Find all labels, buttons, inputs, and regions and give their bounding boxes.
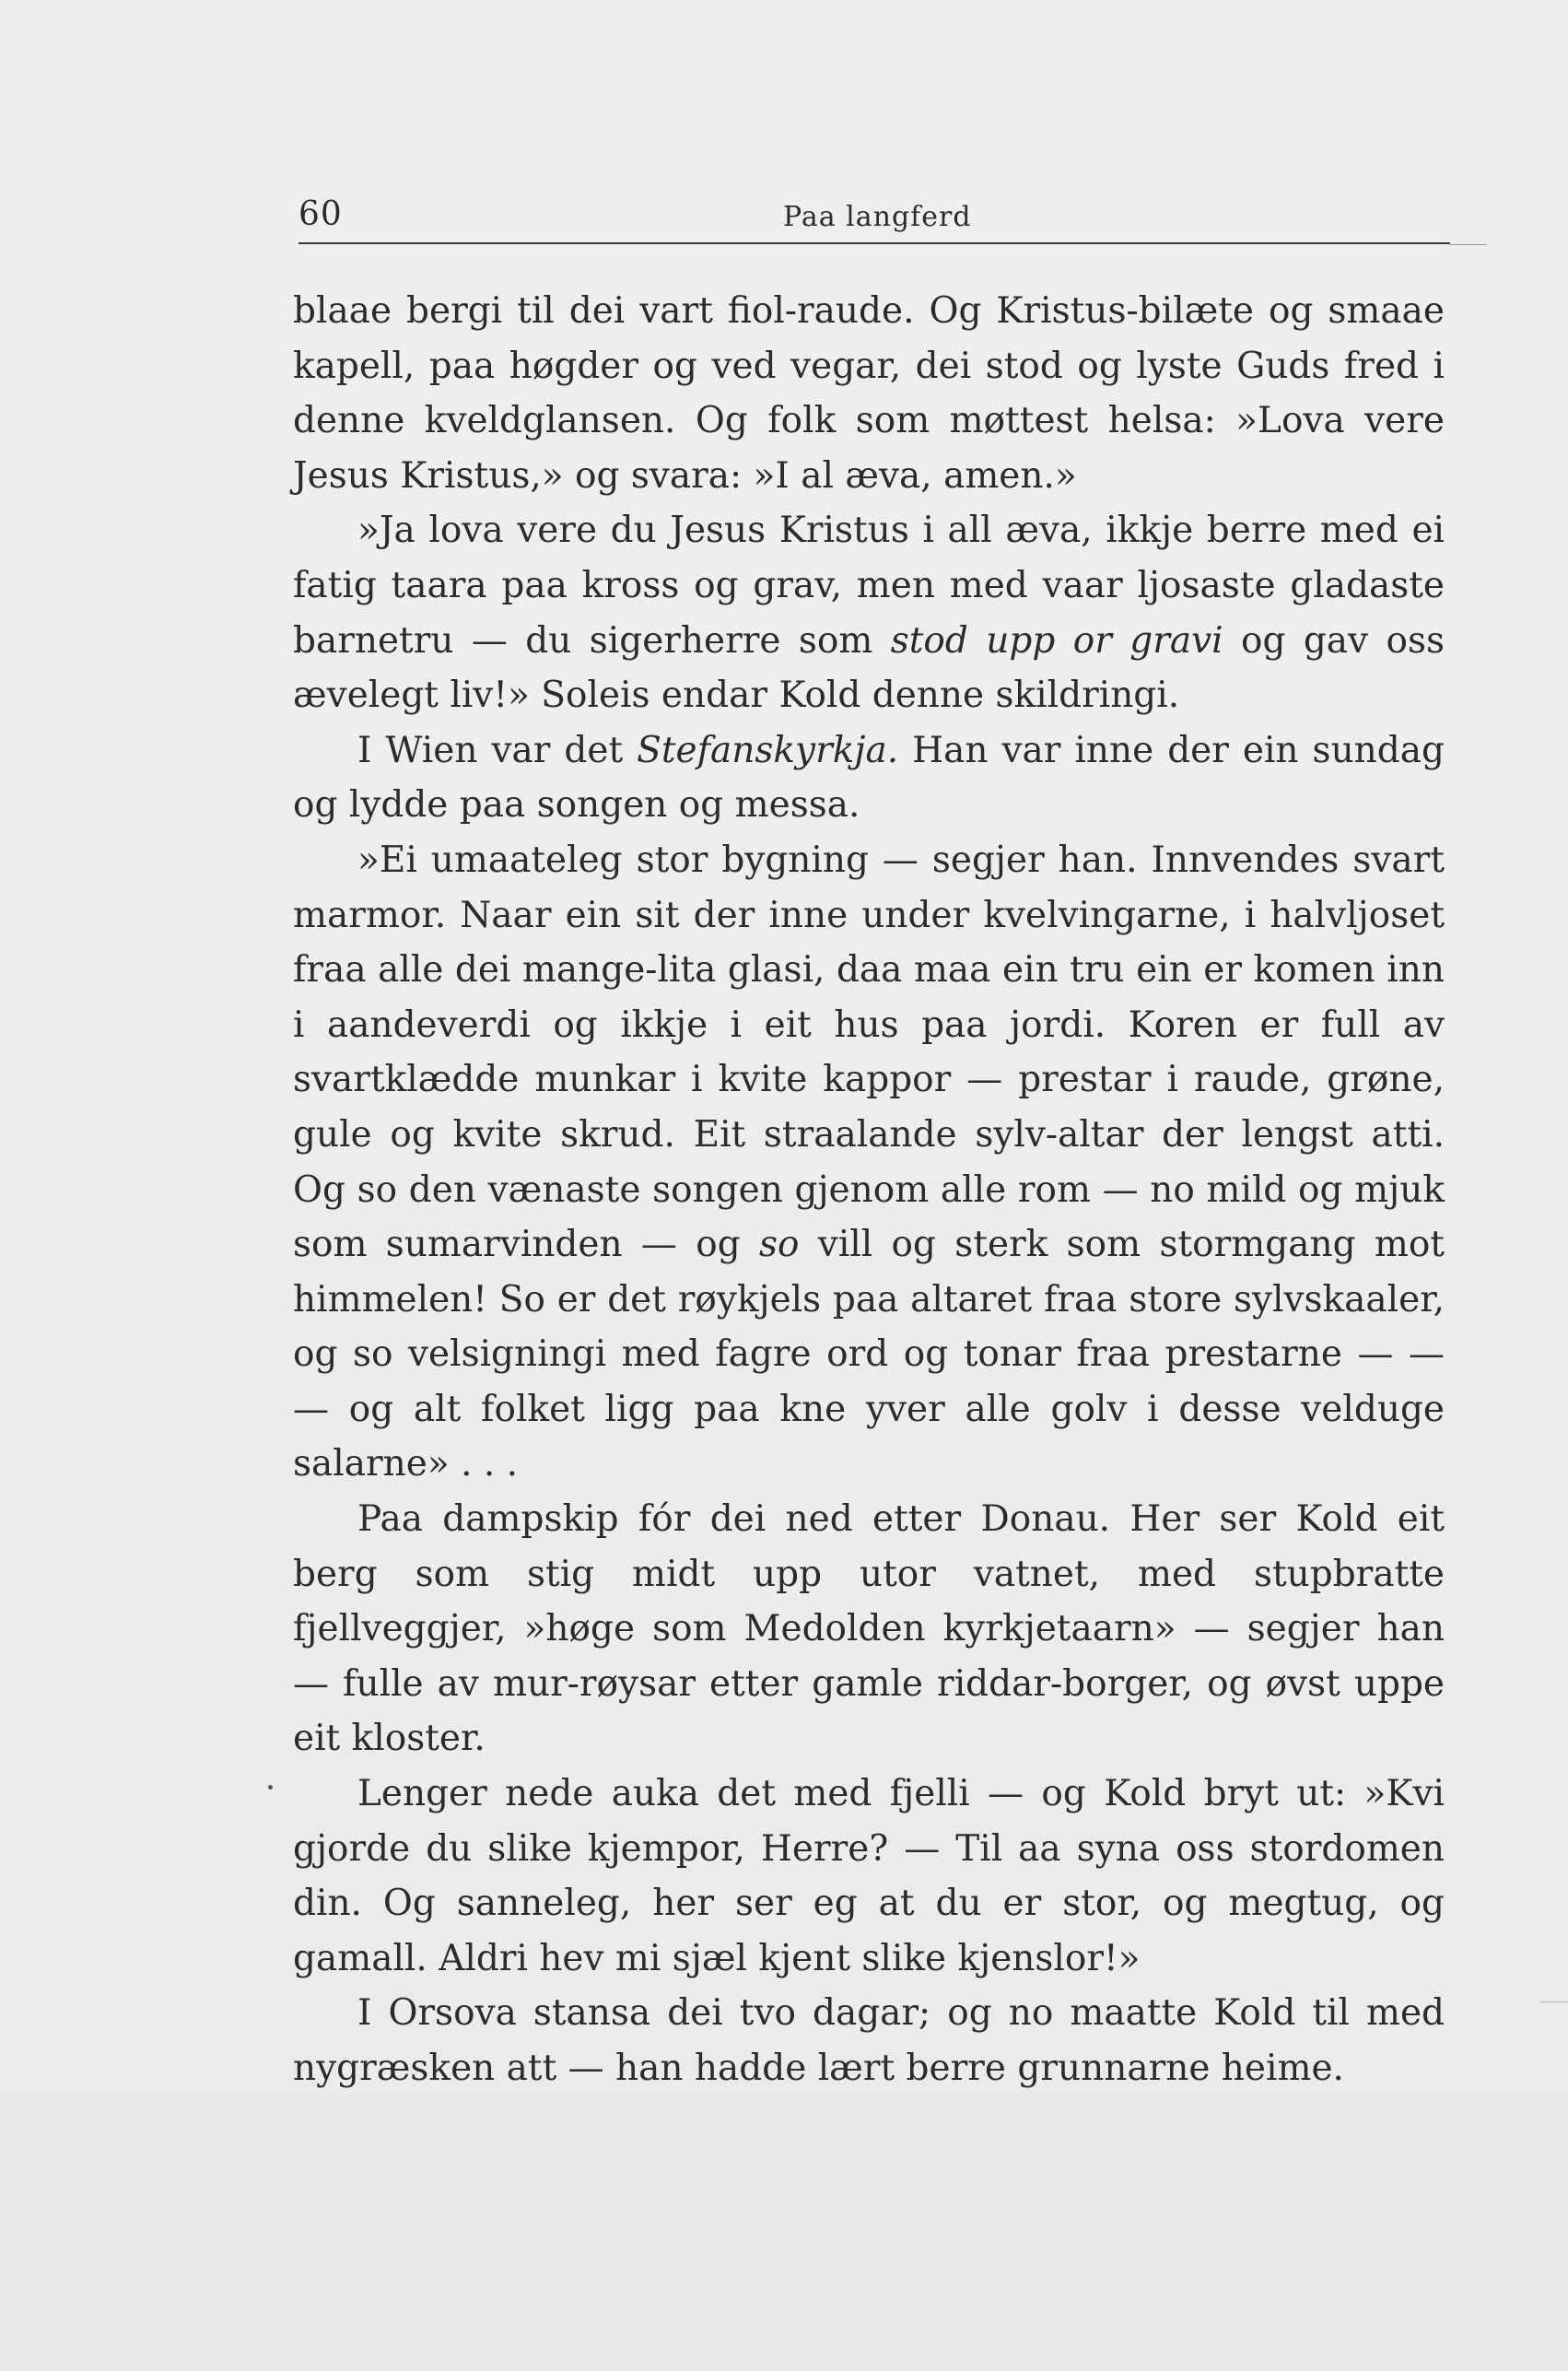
header-rule-tail bbox=[1450, 244, 1487, 245]
paragraph-2: »Ja lova vere du Jesus Kristus i all æva, ikkje berre med ei fatig taara paa kross og grav, men med vaar ljosaste gladaste barnetru — du sigerherre som stod upp or gravi og gav oss ævelegt liv!» Soleis endar Kold denne skildringi. bbox=[293, 510, 1445, 717]
body-text bbox=[293, 284, 1445, 2096]
paragraph-1: blaae bergi til dei vart fiol-raude. Og Kristus-bilæte og smaae kapell, paa høgder og ved vegar, dei stod og lyste Guds fred i denne kveldglansen. Og folk som møttest helsa: »Lova vere Jesus Kristus,» og svara: »I al æva, amen.» bbox=[293, 290, 1445, 497]
margin-speck bbox=[268, 1785, 273, 1790]
running-title: Paa langferd bbox=[783, 201, 972, 233]
header-rule bbox=[298, 242, 1450, 244]
page-header bbox=[298, 188, 1450, 243]
italic-word: so bbox=[758, 1224, 800, 1266]
edge-mark bbox=[1540, 2001, 1568, 2002]
paragraph-3: I Wien var det Stefanskyrkja. Han var inne der ein sundag og lydde paa songen og messa. bbox=[293, 729, 1445, 827]
italic-phrase: stod upp or gravi bbox=[890, 619, 1223, 662]
italic-church-name: Stefanskyrkja. bbox=[637, 729, 899, 771]
page-number: 60 bbox=[298, 195, 343, 233]
paragraph-5: Paa dampskip fór dei ned etter Donau. Her ser Kold eit berg som stig midt upp utor vatnet, med stupbratte fjellveggjer, »høge som Medolden kyrkjetaarn» — segjer han — fulle av mur-røysar etter gamle riddar-borger, og øvst uppe eit kloster. bbox=[293, 1498, 1445, 1760]
paragraph-6: Lenger nede auka det med fjelli — og Kold bryt ut: »Kvi gjorde du slike kjempor, Herre? — Til aa syna oss stordomen din. Og sanneleg, her ser eg at du er stor, og megtug, og gamall. Aldri hev mi sjæl kjent slike kjenslor!» bbox=[293, 1773, 1445, 1979]
paragraph-4: »Ei umaateleg stor bygning — segjer han. Innvendes svart marmor. Naar ein sit der inne under kvelvingarne, i halvljoset fraa alle dei mange-lita glasi, daa maa ein tru ein er komen inn i aandeverdi og ikkje i eit hus paa jordi. Koren er full av svartklædde munkar i kvite kappor — prestar i raude, grøne, gule og kvite skrud. Eit straalande sylv-altar der lengst atti. Og so den vænaste songen gjenom alle rom — no mild og mjuk som sumarvinden — og so vill og sterk som stormgang mot himmelen! So er det røykjels paa altaret fraa store sylvskaaler, og so velsigningi med fagre ord og tonar fraa prestarne — — — og alt folket ligg paa kne yver alle golv i desse velduge salarne» . . . bbox=[293, 839, 1445, 1485]
paragraph-7: I Orsova stansa dei tvo dagar; og no maatte Kold til med nygræsken att — han hadde lært berre grunnarne heime. bbox=[293, 1992, 1445, 2089]
